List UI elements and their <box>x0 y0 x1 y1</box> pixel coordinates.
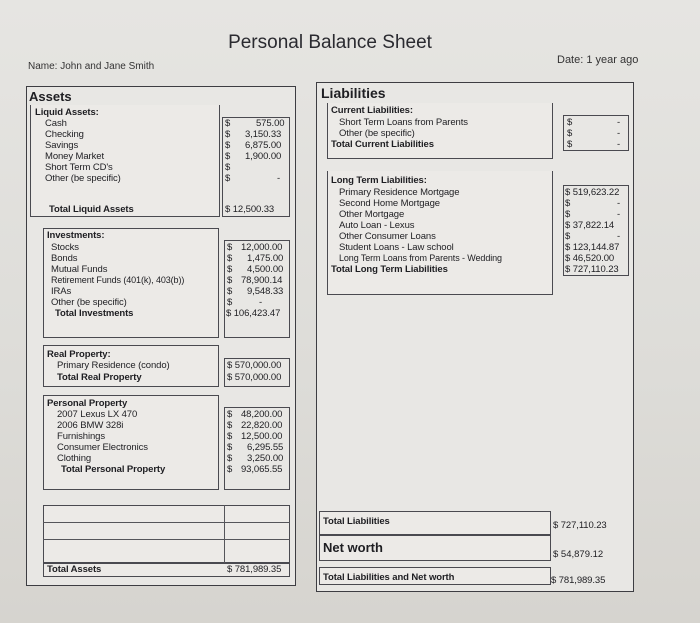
total-liabilities-row <box>317 516 635 531</box>
item-label: Other (be specific) <box>45 173 121 184</box>
item-label: Bonds <box>51 253 78 264</box>
currency-symbol: $ <box>225 151 231 162</box>
real-property-amounts-box <box>224 358 290 387</box>
currency-symbol: $ <box>227 409 233 420</box>
current-amounts-box <box>563 115 629 151</box>
item-value: $ 519,623.22 <box>565 187 620 198</box>
total-value: $ 781,989.35 <box>551 575 606 586</box>
item-label: Mutual Funds <box>51 264 108 275</box>
currency-symbol: $ <box>227 253 233 264</box>
item-label: Consumer Electronics <box>57 442 148 453</box>
item-value: 78,900.14 <box>241 275 283 286</box>
grid-divider <box>43 522 290 523</box>
item-value: 575.00 <box>256 118 285 129</box>
total-value: $ 727,110.23 <box>553 520 607 531</box>
total-label: Total Liabilities and Net worth <box>323 572 455 583</box>
item-value: - <box>617 209 621 220</box>
item-label: 2007 Lexus LX 470 <box>57 409 138 420</box>
item-value: - <box>259 297 263 308</box>
net-worth-label: Net worth <box>323 540 383 555</box>
item-label: Short Term Loans from Parents <box>339 117 468 128</box>
item-label: Stocks <box>51 242 79 253</box>
item-label: Primary Residence (condo) <box>57 360 170 371</box>
item-label: Primary Residence Mortgage <box>339 187 460 198</box>
item-label: Other Consumer Loans <box>339 231 436 242</box>
item-label: Student Loans - Law school <box>339 242 454 253</box>
item-label: Savings <box>45 140 79 151</box>
total-value: $ 727,110.23 <box>565 264 619 275</box>
item-value: $ 123,144.87 <box>565 242 620 253</box>
item-label: Auto Loan - Lexus <box>339 220 415 231</box>
total-label: Total Liabilities <box>323 516 390 527</box>
long-term-liabilities-heading: Long Term Liabilities: <box>331 175 427 186</box>
currency-symbol: $ <box>567 139 573 150</box>
item-value: $ 570,000.00 <box>227 360 282 371</box>
currency-symbol: $ <box>227 420 233 431</box>
currency-symbol: $ <box>567 117 573 128</box>
item-value: $ 37,822.14 <box>565 220 615 231</box>
total-label: Total Investments <box>55 308 134 319</box>
net-worth-value: $ 54,879.12 <box>553 549 604 560</box>
item-value: 6,295.55 <box>247 442 284 453</box>
assets-panel <box>26 86 296 586</box>
item-value: - <box>617 231 621 242</box>
total-value: $ 781,989.35 <box>227 564 282 575</box>
personal-property-heading: Personal Property <box>47 398 128 409</box>
currency-symbol: $ <box>567 128 573 139</box>
grid-divider <box>224 505 225 563</box>
item-label: Retirement Funds (401(k), 403(b)) <box>51 275 185 285</box>
item-label: Long Term Loans from Parents - Wedding <box>339 253 502 263</box>
long-term-amounts-box <box>563 185 629 276</box>
item-label: Money Market <box>45 151 104 162</box>
currency-symbol: $ <box>225 173 231 184</box>
current-liabilities-heading: Current Liabilities: <box>331 105 413 116</box>
currency-symbol: $ <box>227 297 233 308</box>
liabilities-heading: Liabilities <box>321 85 386 101</box>
total-label: Total Personal Property <box>61 464 166 475</box>
name-line: Name: John and Jane Smith <box>28 61 155 72</box>
item-value: - <box>617 198 621 209</box>
assets-heading: Assets <box>29 89 72 104</box>
total-value: - <box>617 139 621 150</box>
total-label: Total Long Term Liabilities <box>331 264 448 275</box>
item-value: 3,250.00 <box>247 453 284 464</box>
item-value: - <box>277 173 281 184</box>
item-value: 6,875.00 <box>245 140 282 151</box>
item-label: Furnishings <box>57 431 106 442</box>
item-label: Checking <box>45 129 84 140</box>
total-label: Total Real Property <box>57 372 142 383</box>
item-value: 9,548.33 <box>247 286 284 297</box>
liquid-assets-heading: Liquid Assets: <box>35 107 99 118</box>
total-liabilities-net-row <box>317 572 635 586</box>
item-label: IRAs <box>51 286 72 297</box>
item-label: Other Mortgage <box>339 209 405 220</box>
personal-property-amounts-box <box>224 407 290 490</box>
currency-symbol: $ <box>227 286 233 297</box>
item-label: Short Term CD's <box>45 162 113 173</box>
currency-symbol: $ <box>565 231 571 242</box>
currency-symbol: $ <box>227 464 233 475</box>
item-label: Other (be specific) <box>339 128 415 139</box>
currency-symbol: $ <box>227 242 233 253</box>
currency-symbol: $ <box>225 129 231 140</box>
currency-symbol: $ <box>565 209 571 220</box>
item-value: 1,900.00 <box>245 151 282 162</box>
item-label: Second Home Mortgage <box>339 198 440 209</box>
item-value: - <box>617 117 621 128</box>
currency-symbol: $ <box>227 275 233 286</box>
item-value: 22,820.00 <box>241 420 283 431</box>
currency-symbol: $ <box>225 140 231 151</box>
date-line: Date: 1 year ago <box>557 54 639 66</box>
item-value: 1,475.00 <box>247 253 284 264</box>
total-value: 93,065.55 <box>241 464 283 475</box>
investments-amounts-box <box>224 240 290 338</box>
currency-symbol: $ <box>227 264 233 275</box>
investments-heading: Investments: <box>47 230 105 241</box>
item-value: 12,500.00 <box>241 431 283 442</box>
total-value: $ 12,500.33 <box>225 204 275 215</box>
total-value: $ 570,000.00 <box>227 372 282 383</box>
empty-grid-area <box>43 505 290 563</box>
total-label: Total Liquid Assets <box>49 204 134 215</box>
item-value: 48,200.00 <box>241 409 283 420</box>
liabilities-panel <box>316 82 634 592</box>
currency-symbol: $ <box>227 453 233 464</box>
total-label: Total Current Liabilities <box>331 139 434 150</box>
item-value: - <box>617 128 621 139</box>
item-label: Other (be specific) <box>51 297 127 308</box>
page-title: Personal Balance Sheet <box>228 32 432 53</box>
currency-symbol: $ <box>225 162 231 173</box>
currency-symbol: $ <box>565 198 571 209</box>
item-value: $ 46,520.00 <box>565 253 615 264</box>
item-value: 12,000.00 <box>241 242 283 253</box>
item-label: Cash <box>45 118 67 129</box>
grid-divider <box>43 539 290 540</box>
item-value: 3,150.33 <box>245 129 282 140</box>
currency-symbol: $ <box>227 442 233 453</box>
item-label: Clothing <box>57 453 92 464</box>
total-assets-row <box>27 564 297 575</box>
currency-symbol: $ <box>225 118 231 129</box>
liquid-amounts-box <box>222 117 290 217</box>
currency-symbol: $ <box>227 431 233 442</box>
total-label: Total Assets <box>47 564 102 575</box>
item-value: 4,500.00 <box>247 264 284 275</box>
real-property-heading: Real Property: <box>47 349 111 360</box>
item-label: 2006 BMW 328i <box>57 420 124 431</box>
total-value: $ 106,423.47 <box>226 308 281 319</box>
